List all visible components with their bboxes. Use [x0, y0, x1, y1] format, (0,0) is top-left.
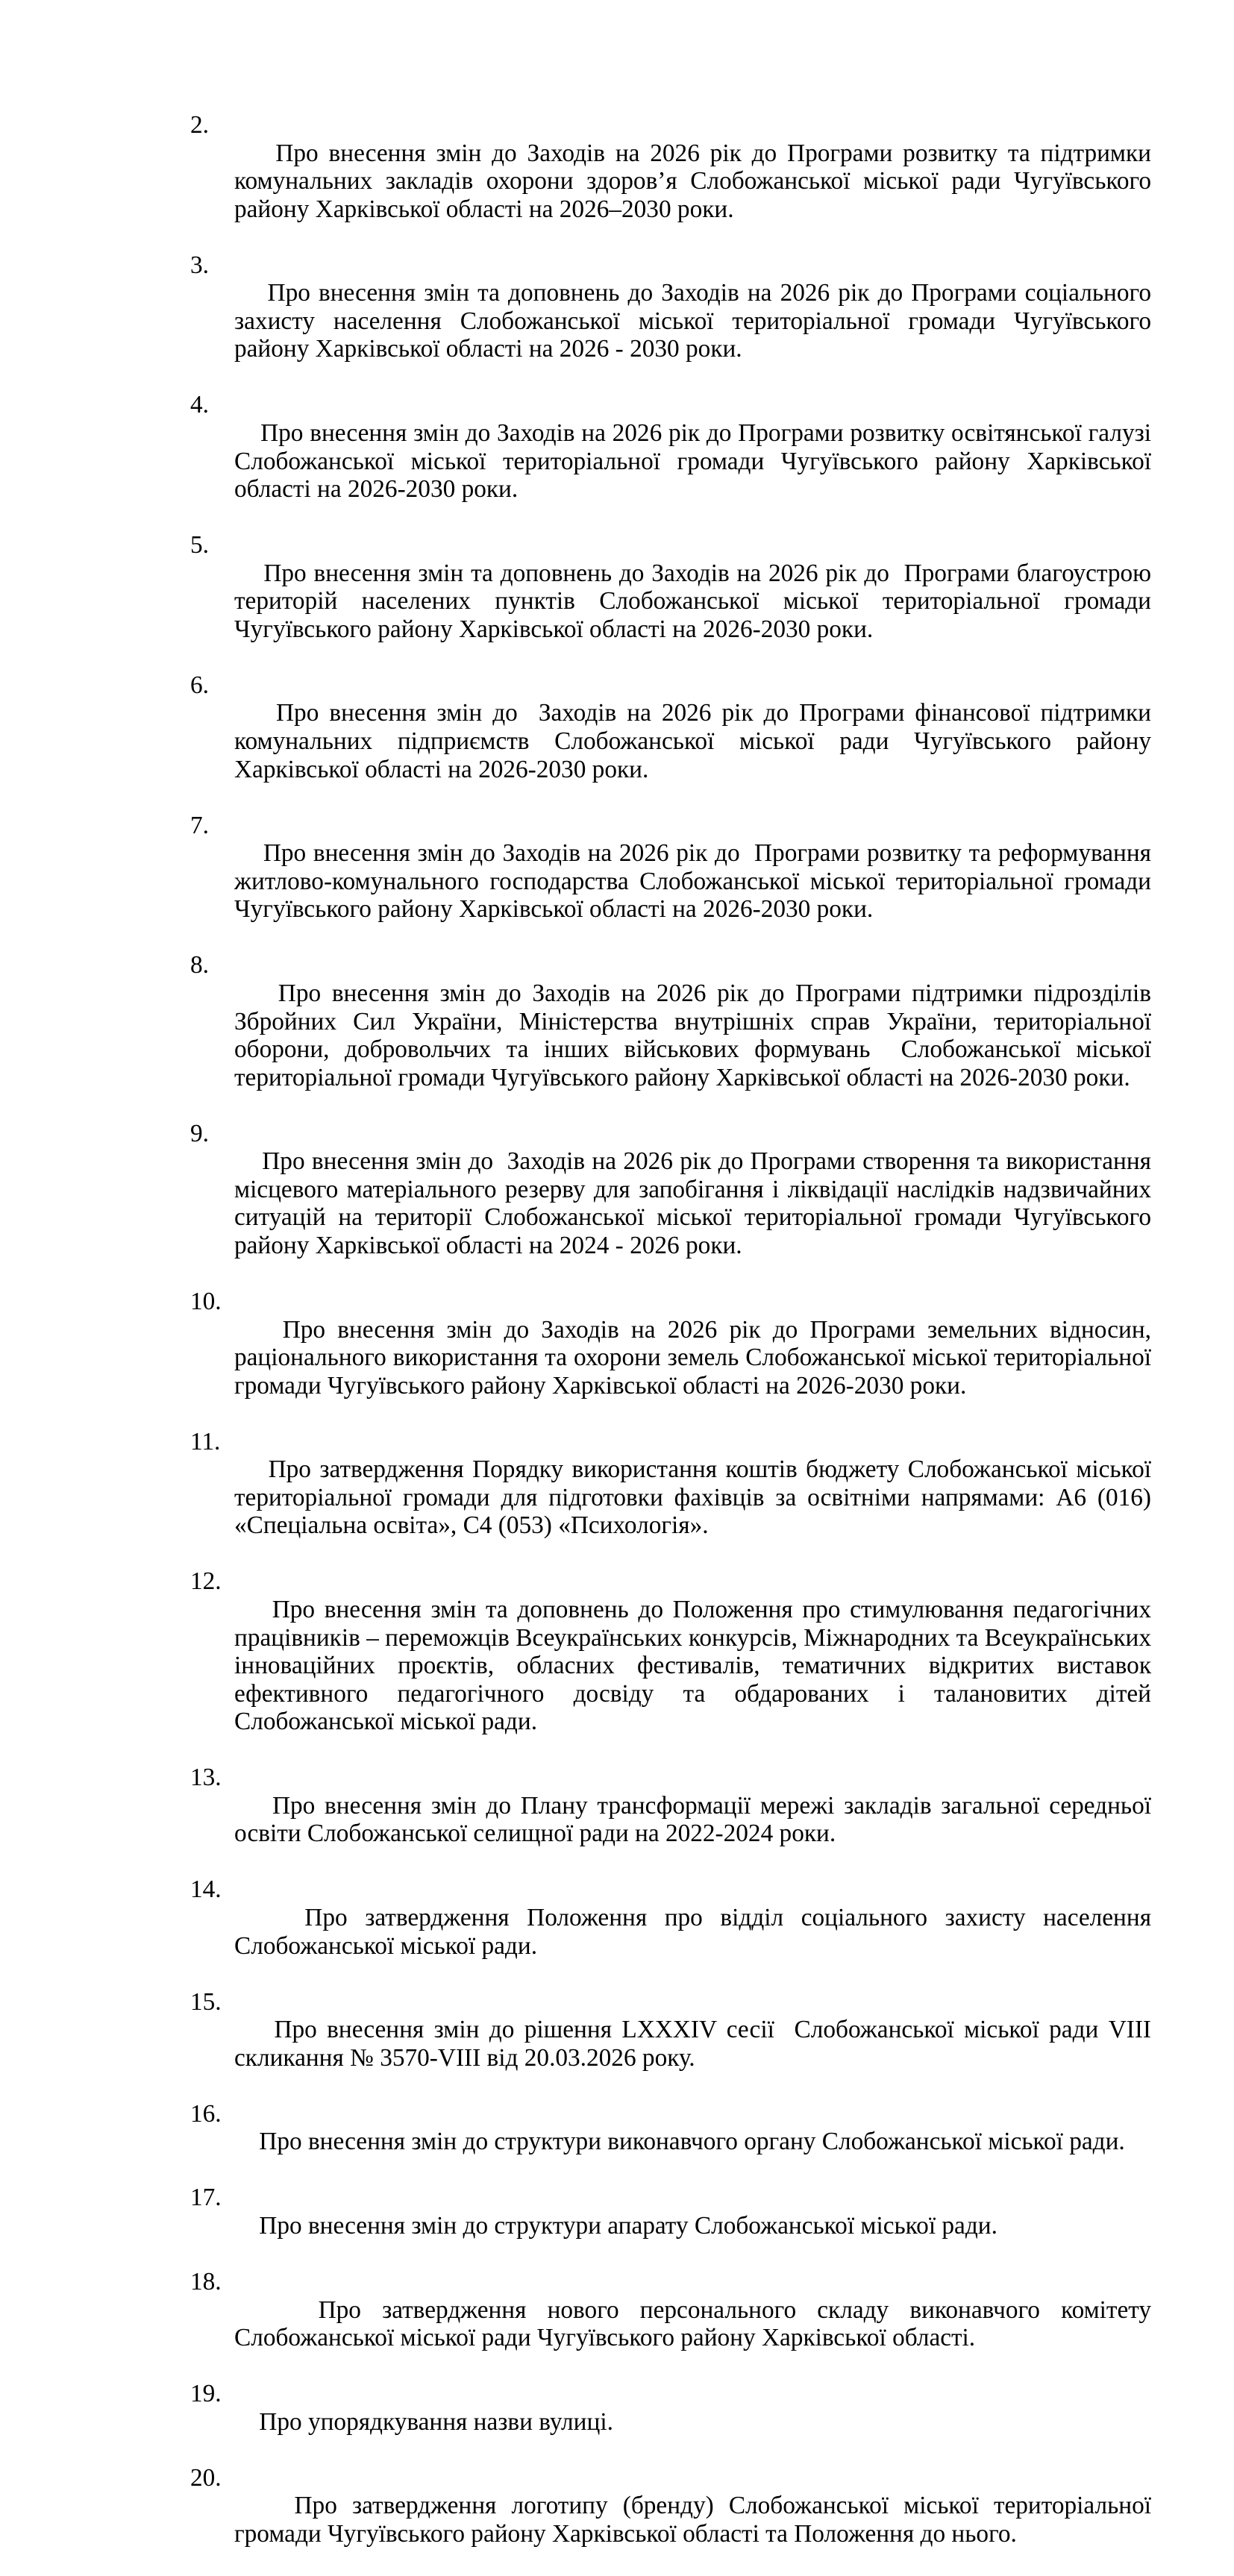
- agenda-item: [190, 391, 1158, 531]
- agenda-item: [190, 1287, 1158, 1428]
- agenda-item: [190, 1764, 1158, 1875]
- agenda-item: [190, 251, 1158, 392]
- agenda-item: [190, 111, 1158, 251]
- item-number: 11.: [190, 1427, 221, 1455]
- item-number: 20.: [190, 2463, 222, 2492]
- agenda-item: [190, 1427, 1158, 1568]
- item-number: 16.: [190, 2099, 222, 2128]
- item-text: Про внесення змін до Плану трансформації мережі закладів загальної середньої освіти Слобожанської селищної ради на 2022-2024 роки.: [234, 1791, 1158, 1848]
- item-number: 17.: [190, 2184, 222, 2212]
- item-text: Про внесення змін до Заходів на 2026 рік до Програми підтримки підрозділів Збройних Сил України, Міністерства внутрішніх справ України, територіальної оборони, добровольчих та інших військових формувань Слобожанської міської територіальної громади Чугуївського району Харківської області на 2026-2030 роки.: [234, 979, 1158, 1091]
- item-text: Про внесення змін та доповнень до Заходів на 2026 рік до Програми благоустрою територій населених пунктів Слобожанської міської територіальної громади Чугуївського району Харківської області на 2026-2030 роки.: [234, 559, 1158, 643]
- item-text: Про внесення змін до Заходів на 2026 рік до Програми розвитку та реформування житлово-комунального господарства Слобожанської міської територіальної громади Чугуївського району Харківської області на 2026-2030 роки.: [234, 839, 1158, 924]
- item-number: 6.: [190, 671, 209, 699]
- agenda-item: [190, 1567, 1158, 1764]
- agenda-item: [190, 2184, 1151, 2268]
- item-text: Про внесення змін до Заходів на 2026 рік до Програми створення та використання місцевого матеріального резерву для запобігання і ліквідації наслідків надзвичайних ситуацій на території Слобожанської міської територіальної громади Чугуївського району Харківської області на 2024 - 2026 роки.: [234, 1147, 1158, 1259]
- item-number: 8.: [190, 951, 209, 980]
- item-number: 7.: [190, 811, 209, 839]
- agenda-item: [190, 2380, 1151, 2464]
- item-text: Про внесення змін до рішення LXXXIV сесії Слобожанської міської ради VIII скликання № 3570-VIII від 20.03.2026 року.: [234, 2016, 1158, 2072]
- item-text: Про внесення змін та доповнень до Заходів на 2026 рік до Програми соціального захисту населення Слобожанської міської територіальної громади Чугуївського району Харківської області на 2026 - 2030 роки.: [234, 279, 1158, 363]
- item-text: Про внесення змін до Заходів на 2026 рік до Програми розвитку освітянської галузі Слобожанської міської територіальної громади Чугуївського району Харківської області на 2026-2030 роки.: [234, 419, 1158, 504]
- agenda-item: [190, 2463, 1158, 2576]
- item-number: 14.: [190, 1875, 222, 1904]
- item-text: Про упорядкування назви вулиці.: [259, 2407, 613, 2436]
- agenda-item: [190, 1119, 1158, 1288]
- item-text: Про затвердження Порядку використання коштів бюджету Слобожанської міської територіальної громади для підготовки фахівців за освітніми напрямами: А6 (016) «Спеціальна освіта», С4 (053) «Психологія».: [234, 1455, 1158, 1540]
- item-text: Про внесення змін до структури апарату Слобожанської міської ради.: [259, 2212, 997, 2240]
- agenda-item: [190, 1875, 1158, 1987]
- item-number: 5.: [190, 531, 209, 560]
- item-text: Про внесення змін до Заходів на 2026 рік до Програми фінансової підтримки комунальних підприємств Слобожанської міської ради Чугуївського району Харківської області на 2026-2030 роки.: [234, 699, 1158, 783]
- item-number: 4.: [190, 391, 209, 419]
- agenda-item: [190, 811, 1158, 952]
- item-text: Про внесення змін до Заходів на 2026 рік до Програми розвитку та підтримки комунальних закладів охорони здоров’я Слобожанської міської ради Чугуївського району Харківської області на 2026–2030 роки.: [234, 139, 1158, 223]
- item-number: 19.: [190, 2380, 222, 2408]
- agenda-item: [190, 951, 1158, 1119]
- item-text: Про затвердження Положення про відділ соціального захисту населення Слобожанської міської ради.: [234, 1904, 1158, 1960]
- agenda-list: [190, 111, 1158, 2576]
- item-number: 13.: [190, 1764, 222, 1792]
- item-number: 15.: [190, 1987, 222, 2016]
- item-number: 3.: [190, 251, 209, 279]
- item-number: 2.: [190, 111, 209, 139]
- item-text: Про внесення змін до структури виконавчого органу Слобожанської міської ради.: [259, 2128, 1125, 2156]
- item-text: Про затвердження нового персонального складу виконавчого комітету Слобожанської міської ради Чугуївського району Харківської області.: [234, 2295, 1158, 2352]
- agenda-item: [190, 1987, 1158, 2100]
- item-text: Про внесення змін та доповнень до Положення про стимулювання педагогічних працівників – переможців Всеукраїнських конкурсів, Міжнародних та Всеукраїнських інноваційних проєктів, обласних фестивалів, тематичних відкритих виставок ефективного педагогічного досвіду та обдарованих і талановитих дітей Слобожанської міської ради.: [234, 1595, 1158, 1736]
- item-number: 10.: [190, 1287, 222, 1315]
- item-text: Про затвердження логотипу (бренду) Слобожанської міської територіальної громади Чугуївського району Харківської області та Положення до нього.: [234, 2492, 1158, 2548]
- agenda-item: [190, 671, 1158, 812]
- agenda-item: [190, 2268, 1158, 2380]
- item-number: 12.: [190, 1567, 222, 1596]
- item-number: 9.: [190, 1119, 209, 1147]
- agenda-item: [190, 2100, 1151, 2184]
- item-text: Про внесення змін до Заходів на 2026 рік до Програми земельних відносин, раціонального використання та охорони земель Слобожанської міської територіальної громади Чугуївського району Харківської області на 2026-2030 роки.: [234, 1315, 1158, 1400]
- agenda-item: [190, 531, 1158, 671]
- item-number: 18.: [190, 2268, 222, 2296]
